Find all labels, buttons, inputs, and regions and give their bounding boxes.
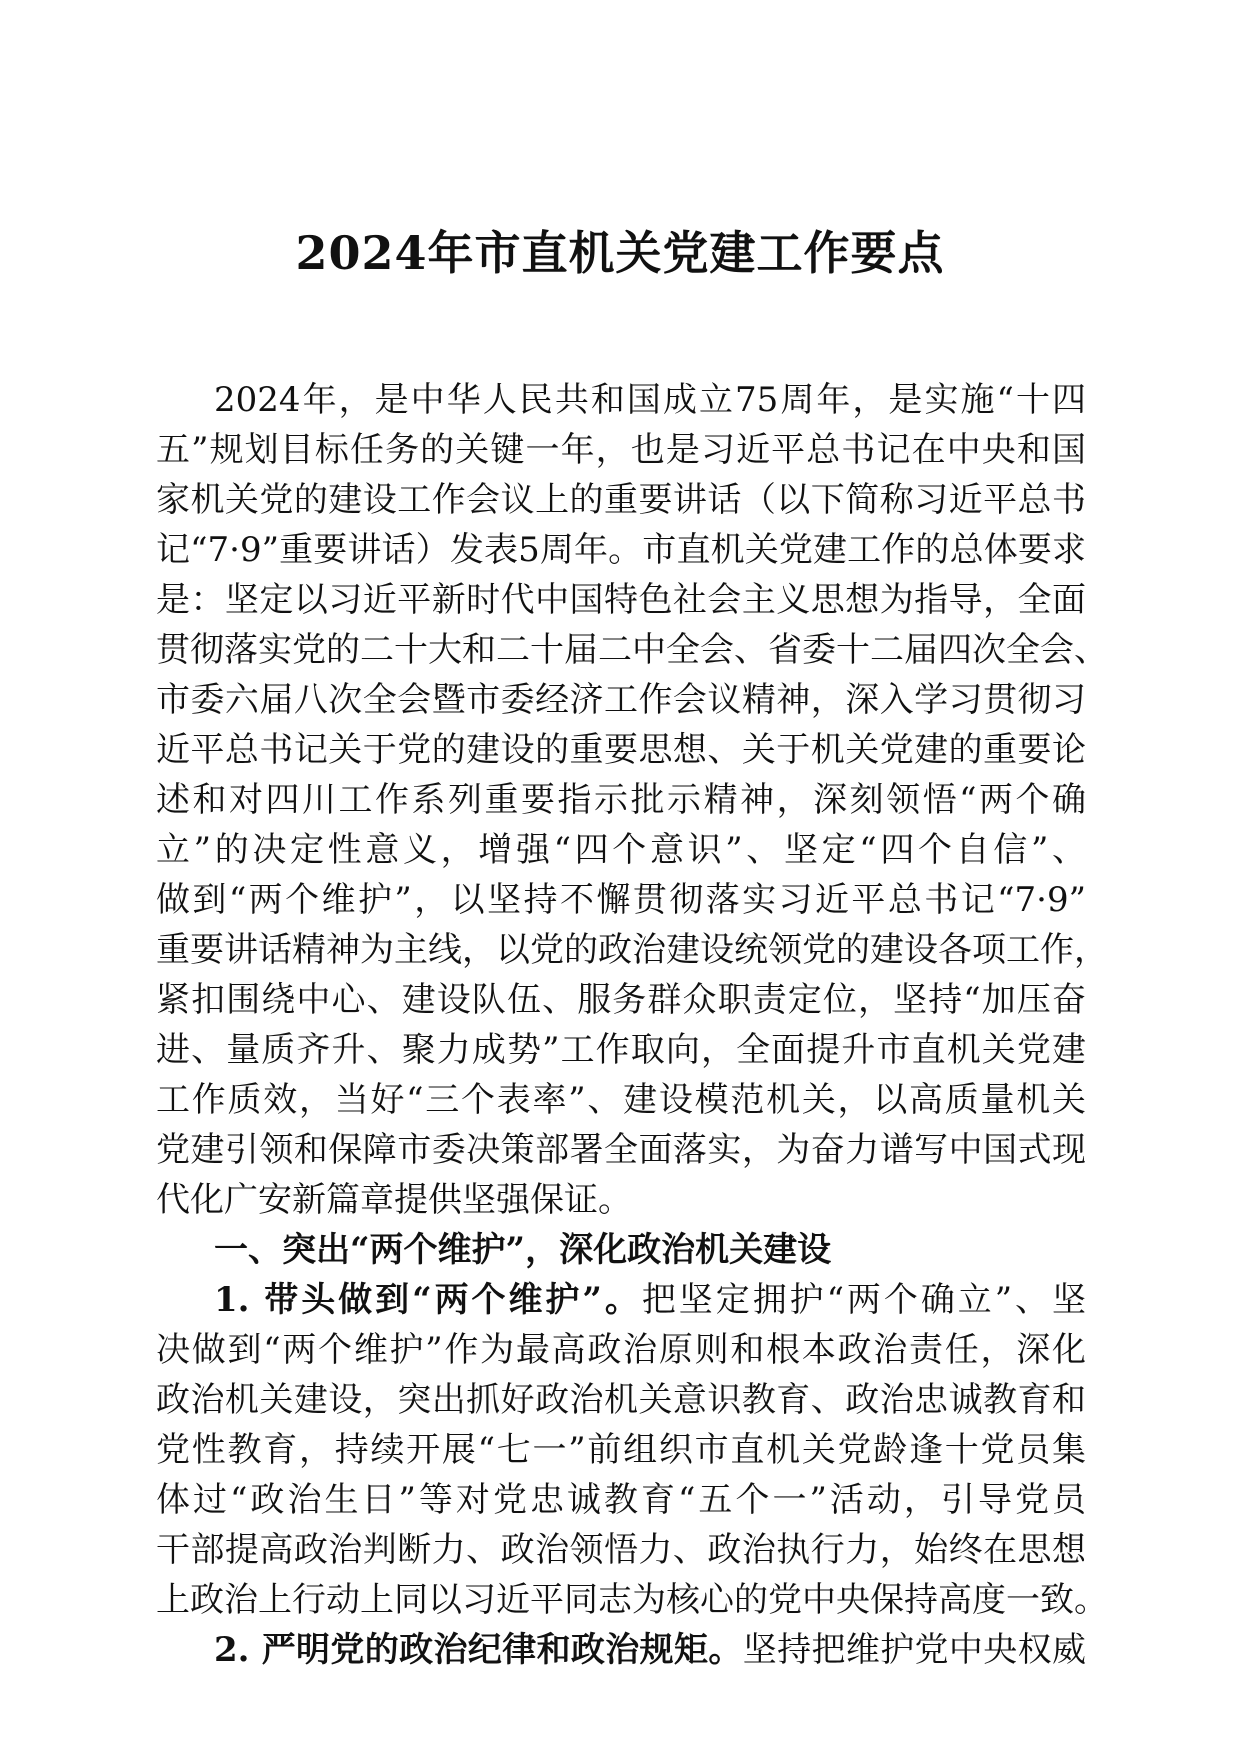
- item1-bold-lead: 1. 带头做到“两个维护”。: [214, 1280, 642, 1320]
- item1-first-line-rest: 把坚定拥护“两个确立”、坚: [641, 1280, 1086, 1320]
- item1-line: 政治机关建设，突出抓好政治机关意识教育、政治忠诚教育和: [156, 1380, 1086, 1420]
- body-line: 家机关党的建设工作会议上的重要讲话（以下简称习近平总书: [156, 480, 1086, 520]
- document-title: 2024年市直机关党建工作要点: [295, 226, 945, 280]
- body-line: 进、量质齐升、聚力成势”工作取向，全面提升市直机关党建: [156, 1030, 1086, 1070]
- item2-bold-lead: 2. 严明党的政治纪律和政治规矩。: [214, 1630, 743, 1670]
- item1-line: 决做到“两个维护”作为最高政治原则和根本政治责任，深化: [156, 1330, 1086, 1370]
- body-line: 市委六届八次全会暨市委经济工作会议精神，深入学习贯彻习: [156, 680, 1086, 720]
- body-line: 五”规划目标任务的关键一年，也是习近平总书记在中央和国: [156, 430, 1086, 470]
- body-line: 立”的决定性意义，增强“四个意识”、坚定“四个自信”、: [156, 830, 1086, 870]
- body-line: 述和对四川工作系列重要指示批示精神，深刻领悟“两个确: [156, 780, 1086, 820]
- body-line: 重要讲话精神为主线，以党的政治建设统领党的建设各项工作，: [156, 930, 1108, 970]
- body-line: 近平总书记关于党的建设的重要思想、关于机关党建的重要论: [156, 730, 1086, 770]
- section-heading: 一、突出“两个维护”，深化政治机关建设: [214, 1230, 832, 1270]
- item1-line: 体过“政治生日”等对党忠诚教育“五个一”活动，引导党员: [156, 1480, 1086, 1520]
- item2-first-line: [156, 1625, 1086, 1675]
- item1-line: 上政治上行动上同以习近平同志为核心的党中央保持高度一致。: [156, 1580, 1108, 1620]
- item1-first-line: [156, 1275, 1086, 1325]
- body-line: 工作质效，当好“三个表率”、建设模范机关，以高质量机关: [156, 1080, 1086, 1120]
- body-line: 贯彻落实党的二十大和二十届二中全会、省委十二届四次全会、: [156, 630, 1108, 670]
- body-line: 2024年，是中华人民共和国成立75周年，是实施“十四: [214, 380, 1086, 420]
- item1-line: 党性教育，持续开展“七一”前组织市直机关党龄逢十党员集: [156, 1430, 1086, 1470]
- body-line: 做到“两个维护”，以坚持不懈贯彻落实习近平总书记“7·9”: [156, 880, 1086, 920]
- item1-line: 干部提高政治判断力、政治领悟力、政治执行力，始终在思想: [156, 1530, 1086, 1570]
- body-line: 是：坚定以习近平新时代中国特色社会主义思想为指导，全面: [156, 580, 1086, 620]
- item2-first-line-rest: 坚持把维护党中央权威: [742, 1630, 1086, 1670]
- body-line: 代化广安新篇章提供坚强保证。: [156, 1180, 632, 1220]
- document-body: [156, 375, 1108, 1675]
- body-line: 紧扣围绕中心、建设队伍、服务群众职责定位，坚持“加压奋: [156, 980, 1086, 1020]
- body-line: 党建引领和保障市委决策部署全面落实，为奋力谱写中国式现: [156, 1130, 1086, 1170]
- body-line: 记“7·9”重要讲话）发表5周年。市直机关党建工作的总体要求: [156, 530, 1086, 570]
